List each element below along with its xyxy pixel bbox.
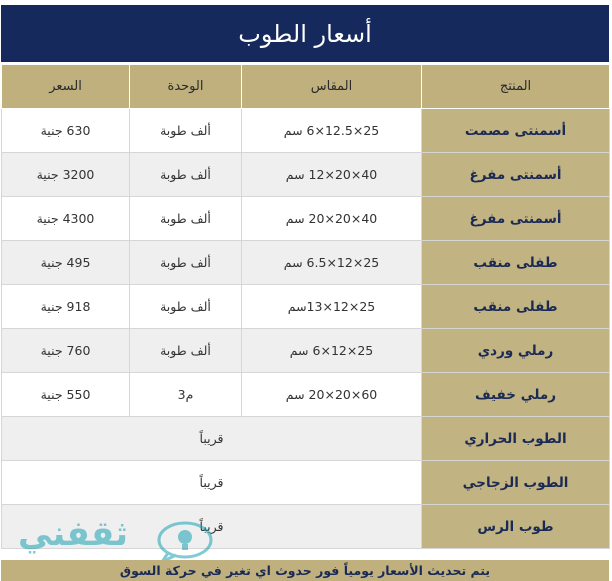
table-row (2, 197, 610, 241)
unit-cell: ألف طوبة (130, 153, 242, 197)
table-header-row (2, 65, 610, 109)
update-note-footer: يتم تحديث الأسعار يومياً فور حدوث اي تغير في حركة السوق (1, 560, 609, 581)
product-cell: رملي خفيف (422, 373, 610, 417)
product-cell: رملي وردي (422, 329, 610, 373)
size-cell: 60×20×20 سم (242, 373, 422, 417)
watermark-logo-text: ثقفني (18, 514, 128, 554)
site-watermark (18, 514, 213, 566)
size-cell: 40×20×20 سم (242, 197, 422, 241)
product-cell: طوب الرس (422, 505, 610, 549)
header-price: السعر (2, 65, 130, 109)
table-row (2, 153, 610, 197)
header-size: المقاس (242, 65, 422, 109)
brick-price-table (1, 64, 610, 549)
table-row (2, 241, 610, 285)
unit-cell: ألف طوبة (130, 109, 242, 153)
note-cell: قريباً (2, 505, 422, 549)
price-cell: 550 جنية (2, 373, 130, 417)
unit-cell: ألف طوبة (130, 329, 242, 373)
product-cell: أسمنتى مفرغ (422, 153, 610, 197)
table-row (2, 373, 610, 417)
size-cell: 25×12×6.5 سم (242, 241, 422, 285)
table-row (2, 109, 610, 153)
table-row-merged (2, 417, 610, 461)
product-cell: الطوب الحراري (422, 417, 610, 461)
size-cell: 40×20×12 سم (242, 153, 422, 197)
unit-cell: ألف طوبة (130, 241, 242, 285)
table-row (2, 285, 610, 329)
price-cell: 918 جنية (2, 285, 130, 329)
lightbulb-icon (156, 520, 214, 564)
header-unit: الوحدة (130, 65, 242, 109)
price-cell: 760 جنية (2, 329, 130, 373)
unit-cell: م3 (130, 373, 242, 417)
price-cell: 495 جنية (2, 241, 130, 285)
price-cell: 3200 جنية (2, 153, 130, 197)
page-title: أسعار الطوب (1, 5, 609, 62)
table-row-merged (2, 461, 610, 505)
product-cell: طفلى منقب (422, 241, 610, 285)
size-cell: 25×12×13سم (242, 285, 422, 329)
product-cell: أسمنتى مفرغ (422, 197, 610, 241)
size-cell: 25×12×6 سم (242, 329, 422, 373)
note-cell: قريباً (2, 461, 422, 505)
price-cell: 630 جنية (2, 109, 130, 153)
unit-cell: ألف طوبة (130, 197, 242, 241)
size-cell: 25×12.5×6 سم (242, 109, 422, 153)
unit-cell: ألف طوبة (130, 285, 242, 329)
product-cell: أسمنتى مصمت (422, 109, 610, 153)
table-row (2, 329, 610, 373)
price-cell: 4300 جنية (2, 197, 130, 241)
product-cell: طفلى منقب (422, 285, 610, 329)
note-cell: قريباً (2, 417, 422, 461)
header-product: المنتج (422, 65, 610, 109)
product-cell: الطوب الزجاجي (422, 461, 610, 505)
